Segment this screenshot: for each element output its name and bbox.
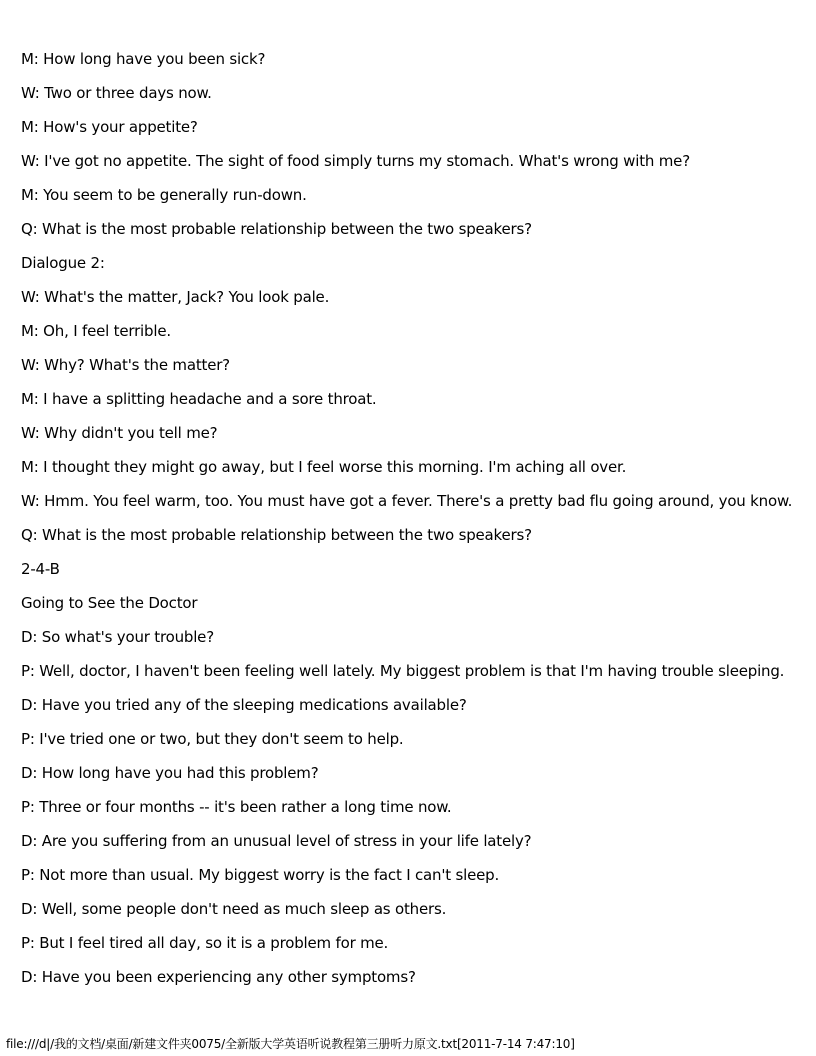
text-line: D: Well, some people don't need as much sleep as others. <box>21 900 447 918</box>
section-title: Going to See the Doctor <box>21 594 198 612</box>
text-line: Q: What is the most probable relationship between the two speakers? <box>21 526 532 544</box>
text-line: W: Why didn't you tell me? <box>21 424 218 442</box>
text-line: W: Hmm. You feel warm, too. You must have got a fever. There's a pretty bad flu going around, you know. <box>21 492 793 510</box>
text-line: D: So what's your trouble? <box>21 628 214 646</box>
text-line: Q: What is the most probable relationship between the two speakers? <box>21 220 532 238</box>
text-line: D: Have you tried any of the sleeping medications available? <box>21 696 467 714</box>
text-line: M: Oh, I feel terrible. <box>21 322 171 340</box>
text-line: D: Have you been experiencing any other symptoms? <box>21 968 416 986</box>
text-line: M: I have a splitting headache and a sore throat. <box>21 390 377 408</box>
text-line: W: What's the matter, Jack? You look pale. <box>21 288 330 306</box>
text-line: W: I've got no appetite. The sight of food simply turns my stomach. What's wrong with me? <box>21 152 690 170</box>
text-line: M: How long have you been sick? <box>21 50 266 68</box>
document-body <box>21 50 811 1002</box>
text-line: M: I thought they might go away, but I feel worse this morning. I'm aching all over. <box>21 458 627 476</box>
page-footer-path: file:///d|/我的文档/桌面/新建文件夹0075/全新版大学英语听说教程第三册听力原文.txt[2011-7-14 7:47:10] <box>6 1037 575 1051</box>
text-line: P: Not more than usual. My biggest worry is the fact I can't sleep. <box>21 866 500 884</box>
text-line: W: Why? What's the matter? <box>21 356 230 374</box>
text-line: P: Well, doctor, I haven't been feeling well lately. My biggest problem is that I'm having trouble sleeping. <box>21 662 785 680</box>
text-line: P: But I feel tired all day, so it is a problem for me. <box>21 934 389 952</box>
text-line: M: You seem to be generally run-down. <box>21 186 307 204</box>
section-heading: Dialogue 2: <box>21 254 105 272</box>
text-line: M: How's your appetite? <box>21 118 198 136</box>
section-heading: 2-4-B <box>21 560 60 578</box>
text-line: D: Are you suffering from an unusual level of stress in your life lately? <box>21 832 532 850</box>
text-line: P: Three or four months -- it's been rather a long time now. <box>21 798 452 816</box>
text-line: P: I've tried one or two, but they don't seem to help. <box>21 730 404 748</box>
text-line: D: How long have you had this problem? <box>21 764 319 782</box>
text-line: W: Two or three days now. <box>21 84 212 102</box>
